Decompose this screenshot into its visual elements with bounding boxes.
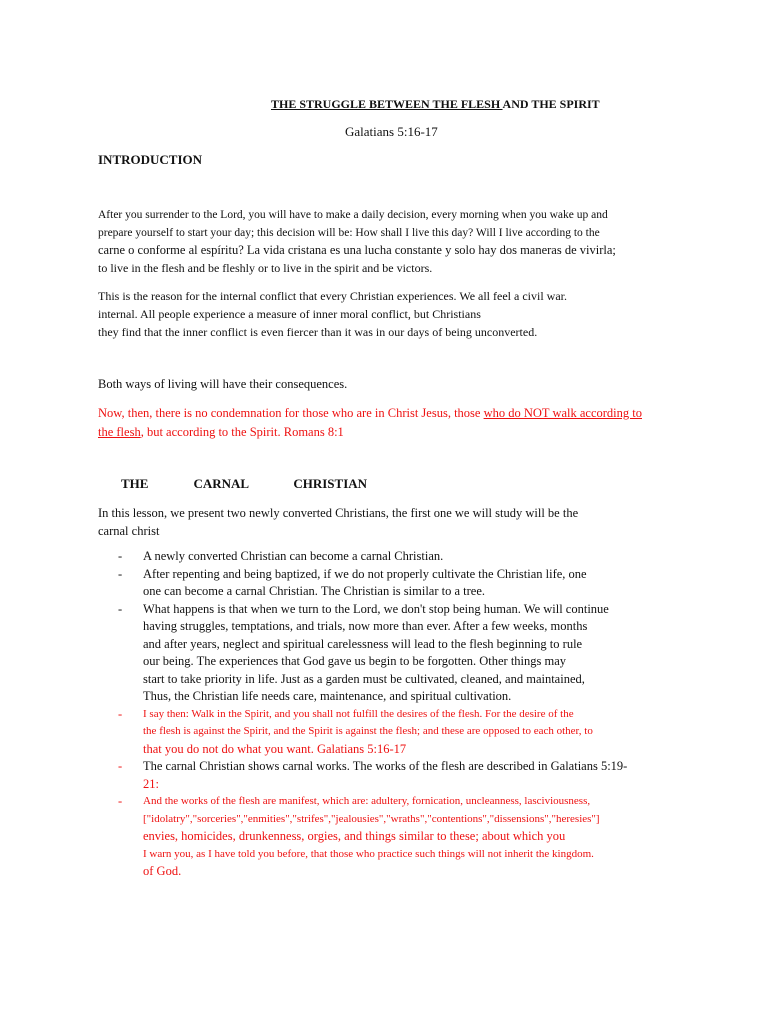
lesson-paragraph: [98, 504, 698, 540]
intro-paragraph: [98, 207, 698, 277]
list-item: [118, 548, 718, 566]
list-item-line: our being. The experiences that God gave us begin to be forgotten. Other things may: [143, 654, 567, 668]
list-item: [118, 566, 718, 601]
romans-plain-1: Now, then, there is no condemnation for those who are in Christ Jesus, those: [98, 406, 484, 420]
list-item-line: What happens is that when we turn to the Lord, we don't stop being human. We will continue: [143, 601, 609, 616]
list-item-line: having struggles, temptations, and trials, now more than ever. After a few weeks, months: [143, 619, 588, 633]
list-item-line: 21:: [143, 776, 159, 791]
list-dash: -: [118, 759, 123, 773]
scripture-line: that you do not do what you want. Galatians 5:16-17: [143, 741, 407, 756]
intro-line: After you surrender to the Lord, you will have to make a daily decision, every morning when you wake up and: [98, 209, 608, 221]
scripture-line: ["idolatry","sorceries","enmities","strifes","jealousies","wraths","contentions","dissensions","heresies"]: [143, 812, 600, 825]
list-dash: -: [118, 549, 123, 563]
list-item-line: and after years, neglect and spiritual carelessness will lead to the flesh beginning to rule: [143, 636, 583, 651]
list-dash: -: [118, 794, 123, 808]
list-dash: -: [118, 566, 123, 581]
scripture-line: I warn you, as I have told you before, that those who practice such things will not inherit the kingdom.: [143, 847, 594, 860]
conflict-paragraph: [98, 287, 698, 341]
scripture-line: I say then: Walk in the Spirit, and you shall not fulfill the desires of the flesh. For the desire of the: [143, 707, 574, 720]
list-dash: -: [118, 601, 123, 616]
carnal-christian-heading: THE CARNAL CHRISTIAN: [121, 476, 368, 491]
list-item: [118, 758, 718, 793]
romans-quote-line-1: [98, 404, 698, 423]
list-item-scripture: [118, 706, 718, 759]
list-item-line: After repenting and being baptized, if we do not properly cultivate the Christian life, one: [143, 566, 587, 581]
scripture-line: the flesh is against the Spirit, and the Spirit is against the flesh; and these are opposed to each other, to: [143, 725, 593, 737]
title-rest-part: AND THE SPIRIT: [502, 97, 600, 111]
conflict-line: they find that the inner conflict is even fiercer than it was in our days of being unconverted.: [98, 325, 538, 339]
romans-underlined-2: the flesh: [98, 425, 141, 439]
list-item-line: start to take priority in life. Just as a garden must be cultivated, cleaned, and maintained,: [143, 671, 585, 686]
carnal-christian-list: [118, 548, 718, 881]
consequences-line: Both ways of living will have their consequences.: [98, 377, 348, 391]
romans-underlined-1: who do NOT walk according to: [483, 406, 642, 420]
intro-line: to live in the flesh and be fleshly or to live in the spirit and be victors.: [98, 260, 433, 275]
romans-quote: [98, 404, 698, 442]
lesson-line: carnal christ: [98, 524, 160, 538]
romans-plain-2: , but according to the Spirit. Romans 8:1: [140, 425, 344, 439]
intro-line: carne o conforme al espíritu? La vida cristana es una lucha constante y solo hay dos maneras de vivirla;: [98, 243, 616, 257]
list-item-line: one can become a carnal Christian. The Christian is similar to a tree.: [143, 584, 486, 598]
intro-line: prepare yourself to start your day; this decision will be: How shall I live this day? Will I live according to the: [98, 226, 600, 239]
scripture-line: And the works of the flesh are manifest, which are: adultery, fornication, uncleanness, lasciviousness,: [143, 795, 591, 807]
romans-quote-line-2: [98, 423, 698, 442]
introduction-heading: INTRODUCTION: [98, 152, 203, 167]
conflict-line: This is the reason for the internal conflict that every Christian experiences. We all feel a civil war.: [98, 289, 567, 303]
title-underlined-part: THE STRUGGLE BETWEEN THE FLESH: [271, 97, 503, 111]
list-dash: -: [118, 706, 123, 721]
lesson-line: In this lesson, we present two newly converted Christians, the first one we will study will be the: [98, 506, 579, 520]
conflict-line: internal. All people experience a measure of inner moral conflict, but Christians: [98, 307, 481, 321]
list-item: [118, 601, 718, 706]
document-title: [271, 97, 600, 112]
scripture-line: of God.: [143, 864, 182, 878]
list-item-scripture: [118, 793, 718, 881]
scripture-reference: Galatians 5:16-17: [345, 124, 438, 139]
list-item-line: The carnal Christian shows carnal works. The works of the flesh are described in Galatians 5:19-: [143, 759, 628, 773]
list-item-line: Thus, the Christian life needs care, maintenance, and spiritual cultivation.: [143, 689, 512, 703]
scripture-line: envies, homicides, drunkenness, orgies, and things similar to these; about which you: [143, 829, 566, 843]
list-item-line: A newly converted Christian can become a carnal Christian.: [143, 549, 444, 563]
